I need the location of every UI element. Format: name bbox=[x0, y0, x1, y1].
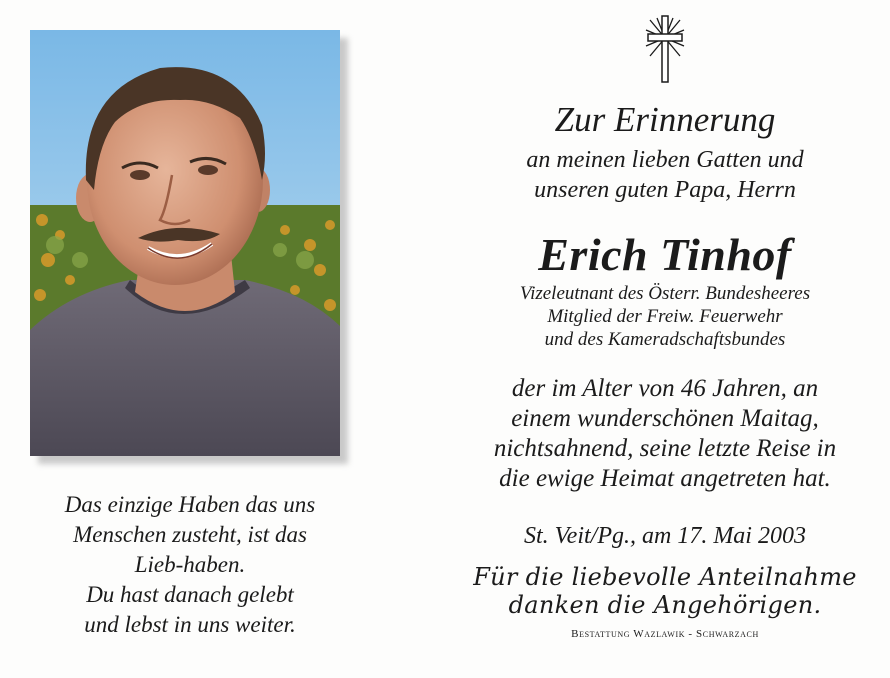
portrait-photo bbox=[30, 30, 340, 456]
quote-line: und lebst in uns weiter. bbox=[84, 612, 296, 637]
thanks-line: Für die liebevolle Anteilnahme bbox=[473, 563, 857, 591]
heading: Zur Erinnerung bbox=[554, 100, 776, 139]
intro-line: unseren guten Papa, Herrn bbox=[534, 177, 796, 203]
title-line: Vizeleutnant des Österr. Bundesheeres bbox=[519, 283, 811, 304]
intro bbox=[450, 145, 880, 205]
body-line: der im Alter von 46 Jahren, an bbox=[511, 375, 819, 402]
body-text bbox=[450, 374, 880, 494]
memorial-quote bbox=[20, 490, 360, 640]
intro-line: an meinen lieben Gatten und bbox=[526, 147, 804, 173]
quote-line: Lieb-haben. bbox=[134, 552, 246, 577]
body-line: nichtsahnend, seine letzte Reise in bbox=[493, 435, 837, 462]
thanks bbox=[450, 563, 880, 619]
quote-line: Menschen zusteht, ist das bbox=[73, 522, 307, 547]
portrait-image bbox=[30, 30, 340, 456]
quote-line: Du hast danach gelebt bbox=[86, 582, 294, 607]
title-line: Mitglied der Freiw. Feuerwehr bbox=[547, 306, 783, 327]
funeral-home: Bestattung Wazlawik - Schwarzach bbox=[571, 628, 759, 640]
place-date: St. Veit/Pg., am 17. Mai 2003 bbox=[524, 523, 806, 549]
body-line: die ewige Heimat angetreten hat. bbox=[499, 465, 831, 492]
titles bbox=[450, 282, 880, 351]
thanks-line: danken die Angehörigen. bbox=[508, 591, 822, 619]
quote-line: Das einzige Haben das uns bbox=[64, 492, 316, 517]
deceased-name: Erich Tinhof bbox=[538, 229, 792, 280]
radiant-cross-icon bbox=[642, 14, 688, 84]
body-line: einem wunderschönen Maitag, bbox=[511, 405, 819, 432]
title-line: und des Kameradschaftsbundes bbox=[544, 329, 786, 350]
